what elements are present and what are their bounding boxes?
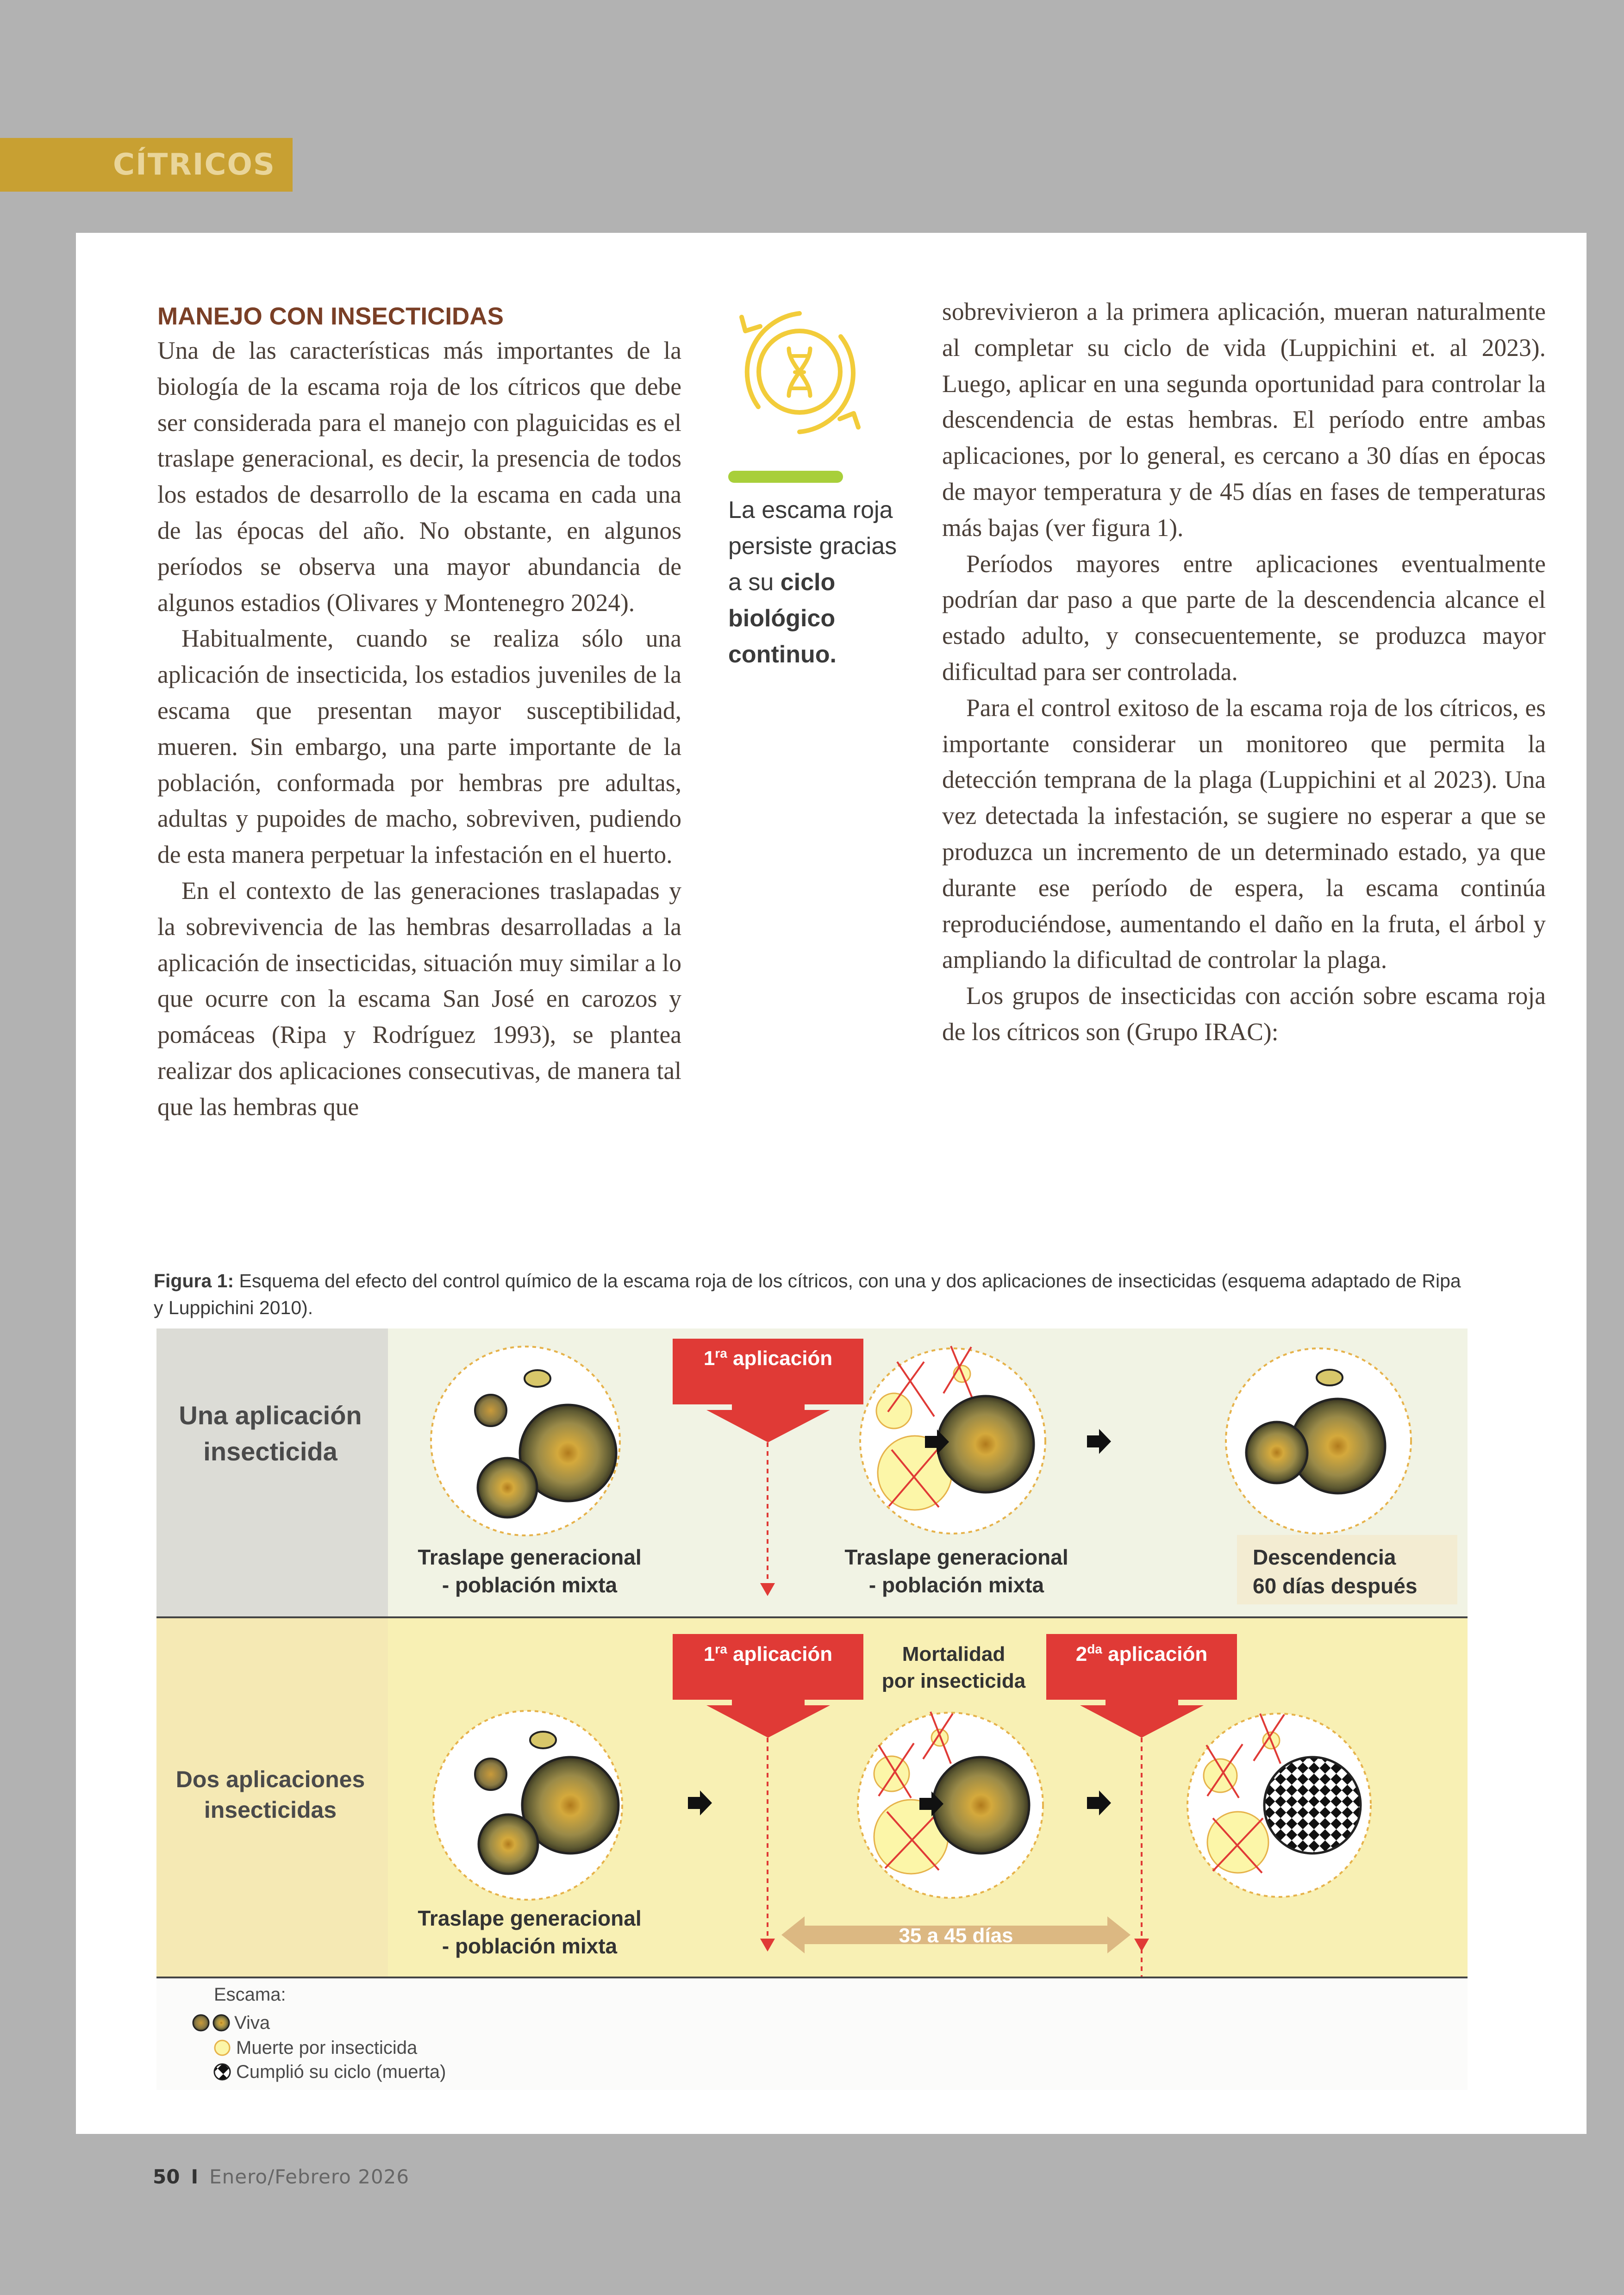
traslape-label: Traslape generacional <box>844 1545 1068 1569</box>
descendencia-label: Descendencia <box>1253 1545 1396 1569</box>
row1-label-bg <box>156 1328 388 1617</box>
figure-caption-label: Figura 1: <box>154 1270 234 1291</box>
population-circle <box>1226 1348 1411 1534</box>
accent-bar <box>728 471 843 483</box>
population-circle <box>1187 1714 1371 1897</box>
text-column-right <box>942 294 1546 1050</box>
footer-separator: I <box>191 2165 199 2188</box>
mortality-label: Mortalidad <box>902 1643 1006 1665</box>
paragraph: En el contexto de las generaciones traslapadas y la sobrevivencia de las hembras desarrolladas a la aplicación de insecticidas, situación muy similar a lo que ocurre con la escama San José en carozos y pomáceas (Ripa y Rodríguez 1993), se plantea realizar dos aplicaciones consecutivas, de manera tal que las hembras que <box>157 876 681 1121</box>
paragraph: Para el control exitoso de la escama roja de los cítricos, es importante considerar un monitoreo que permita la detección temprana de la plaga (Luppichini et al 2023). Una vez detectada la infestación, se sugiere no esperar a que se produzca un incremento de un determinado estado, ya que durante ese período de espera, la escama continúa reproduciéndose, aumentando el daño en la fruta, el árbol y ampliando la dificultad de controlar la plaga. <box>942 693 1546 974</box>
figure-caption <box>154 1267 1473 1321</box>
legend-title: Escama: <box>214 1984 286 2005</box>
figure-1-diagram <box>156 1328 1468 2090</box>
paragraph: Los grupos de insecticidas con acción sobre escama roja de los cítricos son (Grupo IRAC): <box>942 982 1546 1046</box>
pull-quote-bold: ciclo biológico continuo. <box>728 569 837 668</box>
page-footer <box>153 2165 409 2188</box>
legend-dead-cycle-label: Cumplió su ciclo (muerta) <box>236 2062 446 2082</box>
row2-title: insecticidas <box>204 1797 337 1823</box>
section-tag: CÍTRICOS <box>0 138 293 192</box>
dna-cycle-icon <box>728 298 871 446</box>
section-heading: MANEJO CON INSECTICIDAS <box>157 303 504 330</box>
traslape-label: - población mixta <box>442 1934 618 1958</box>
second-application-label: $2^{da}$ aplicación <box>1075 1642 1208 1665</box>
population-circle <box>431 1347 620 1535</box>
traslape-label: - población mixta <box>442 1573 618 1597</box>
legend-live-icon <box>213 2015 229 2031</box>
issue-date: Enero/Febrero 2026 <box>209 2165 410 2188</box>
row2-title: Dos aplicaciones <box>175 1766 365 1792</box>
legend-dead-insecticide-label: Muerte por insecticida <box>236 2038 418 2058</box>
mortality-label: por insecticida <box>881 1670 1026 1692</box>
legend-live-label: Viva <box>234 2013 270 2033</box>
first-application-label: $1^{ra}$ aplicación <box>703 1642 833 1665</box>
population-circle <box>433 1711 622 1900</box>
paragraph: sobrevivieron a la primera aplicación, mueran naturalmente al completar su ciclo de vida (Luppichini et. al 2023). Luego, aplicar en una segunda oportunidad para controlar la descendencia de estas hembras. El período entre ambas aplicaciones, por lo general, es cercano a 30 días en épocas de mayor temperatura y de 45 días en fases de temperaturas más bajas (ver figura 1). <box>942 298 1546 542</box>
paragraph: Habitualmente, cuando se realiza sólo una aplicación de insecticida, los estadios juveniles de la escama que presentan mayor susceptibilidad, mueren. Sin embargo, una parte importante de la población, conformada por hembras pre adultas, adultas y pupoides de macho, sobreviven, pudiendo de esta manera perpetuar la infestación en el huerto. <box>157 624 681 869</box>
legend-live-icon <box>193 2015 209 2031</box>
row1-title: Una aplicación <box>179 1401 362 1430</box>
traslape-label: - población mixta <box>868 1573 1044 1597</box>
first-application-label: $1^{ra}$ aplicación <box>703 1346 833 1370</box>
pull-quote-text: La escama roja persiste gracias a su <box>728 497 897 596</box>
legend-dead-insecticide-icon <box>215 2040 230 2055</box>
pull-quote <box>728 492 904 673</box>
paragraph: Una de las características más importantes de la biología de la escama roja de los cítricos que debe ser considerada para el manejo con plaguicidas es el traslape generacional, es decir, la presencia de todos los estados de desarrollo de la escama en cada una de las épocas del año. No obstante, en algunos períodos se observa una mayor abundancia de algunos estadios (Olivares y Montenegro 2024). <box>157 337 681 617</box>
traslape-label: Traslape generacional <box>418 1906 642 1930</box>
legend-dead-cycle-icon <box>214 2064 230 2080</box>
row1-title: insecticida <box>203 1437 337 1466</box>
figure-caption-text: Esquema del efecto del control químico de la escama roja de los cítricos, con una y dos aplicaciones de insecticidas (esquema adaptado de Ripa y Luppichini 2010). <box>154 1270 1461 1318</box>
population-circle <box>858 1712 1043 1898</box>
traslape-label: Traslape generacional <box>418 1545 642 1569</box>
interval-label: 35 a 45 días <box>899 1924 1013 1947</box>
text-column-left <box>157 301 681 1125</box>
descendencia-label: 60 días después <box>1253 1574 1418 1598</box>
page-number: 50 <box>153 2165 180 2188</box>
paragraph: Períodos mayores entre aplicaciones eventualmente podrían dar paso a que parte de la descendencia alcance el estado adulto, y consecuentemente, se produzca mayor dificultad para ser controlada. <box>942 549 1546 686</box>
